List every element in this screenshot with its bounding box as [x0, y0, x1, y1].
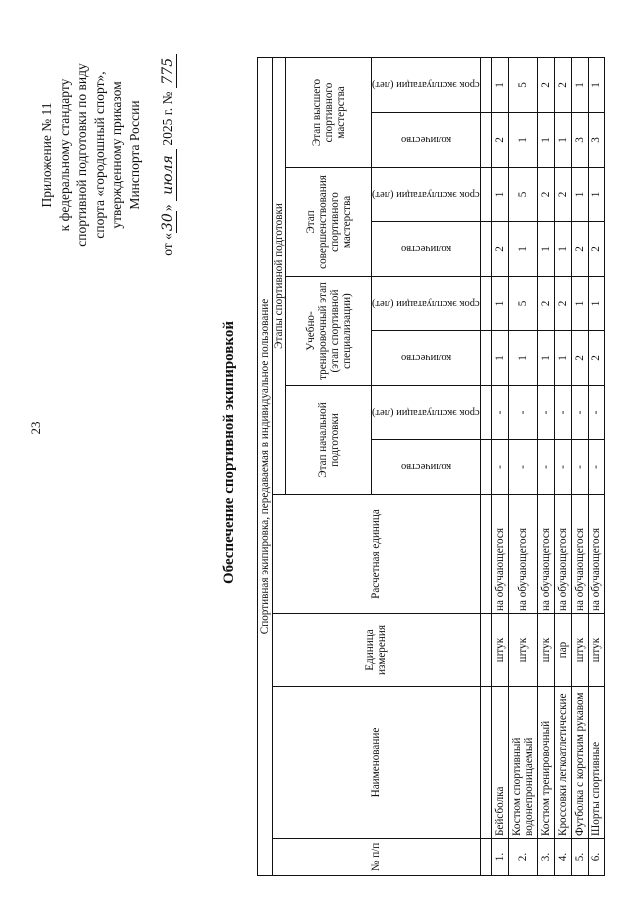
- col-index: [480, 168, 491, 222]
- row-value: 2: [537, 277, 554, 331]
- row-value: -: [588, 440, 604, 495]
- appendix-line: утвержденному приказом: [109, 81, 125, 229]
- appendix-line: к федеральному стандарту: [56, 78, 72, 232]
- appendix-block: [38, 25, 144, 285]
- row-value: -: [571, 440, 588, 495]
- stage-initial: Этап начальной подготовки: [286, 386, 372, 495]
- col-index: [480, 386, 491, 440]
- row-value: 2: [588, 331, 604, 386]
- col-index: [480, 839, 491, 876]
- row-number: 4.: [554, 839, 571, 876]
- table-body: [491, 57, 604, 875]
- row-value: 2: [491, 222, 508, 277]
- row-unit: пар: [554, 614, 571, 687]
- table-row: [571, 57, 588, 875]
- row-value: 1: [508, 113, 537, 168]
- row-value: 2: [554, 57, 571, 112]
- row-value: 3: [571, 113, 588, 168]
- row-value: 2: [571, 331, 588, 386]
- row-unit: штук: [537, 614, 554, 687]
- row-value: 1: [537, 222, 554, 277]
- row-number: 6.: [588, 839, 604, 876]
- row-value: 1: [588, 277, 604, 331]
- table-row: [508, 57, 537, 875]
- col-index: [480, 277, 491, 331]
- row-value: 2: [554, 168, 571, 222]
- row-value: 1: [491, 168, 508, 222]
- row-unit: штук: [491, 614, 508, 687]
- appendix-line: Минспорта России: [126, 100, 142, 210]
- row-value: -: [554, 386, 571, 440]
- col-index: [480, 331, 491, 386]
- row-calc: на обучающегося: [491, 495, 508, 614]
- col-index: [480, 57, 491, 112]
- row-value: 5: [508, 168, 537, 222]
- row-name: Шорты спортивные: [588, 687, 604, 839]
- row-number: 2.: [508, 839, 537, 876]
- page-number: 23: [28, 421, 43, 435]
- row-value: -: [588, 386, 604, 440]
- row-number: 3.: [537, 839, 554, 876]
- row-value: 2: [588, 222, 604, 277]
- row-value: 1: [554, 222, 571, 277]
- row-value: 1: [571, 57, 588, 112]
- order-month: июля: [160, 149, 177, 201]
- row-value: 3: [588, 113, 604, 168]
- row-unit: штук: [508, 614, 537, 687]
- row-value: -: [508, 440, 537, 495]
- stages-header: Этапы спортивной подготовки: [273, 57, 286, 494]
- row-calc: на обучающегося: [571, 495, 588, 614]
- table-row: [537, 57, 554, 875]
- stage-training: Учебно-тренировочный этап (этап спортивной специализации): [286, 277, 372, 386]
- appendix-line: Приложение № 11: [39, 102, 54, 208]
- row-name: Бейсболка: [491, 687, 508, 839]
- row-value: 1: [508, 222, 537, 277]
- row-value: 1: [491, 331, 508, 386]
- row-value: 1: [571, 168, 588, 222]
- row-value: 1: [537, 113, 554, 168]
- col-index: [480, 113, 491, 168]
- sub-qty: количество: [372, 331, 481, 386]
- row-value: 2: [571, 222, 588, 277]
- row-value: -: [571, 386, 588, 440]
- row-value: -: [491, 440, 508, 495]
- row-value: -: [554, 440, 571, 495]
- row-value: -: [508, 386, 537, 440]
- equipment-table: [257, 57, 605, 876]
- stage-improvement: Этап совершенствования спортивного мастерства: [286, 168, 372, 277]
- order-mid: »: [160, 204, 175, 212]
- row-value: 1: [491, 277, 508, 331]
- row-value: -: [491, 386, 508, 440]
- appendix-line: спорта «городошный спорт»,: [91, 71, 107, 239]
- sub-qty: количество: [372, 222, 481, 277]
- order-prefix: от «: [160, 233, 175, 256]
- row-value: 2: [554, 277, 571, 331]
- row-value: 1: [491, 57, 508, 112]
- row-value: 2: [537, 168, 554, 222]
- row-calc: на обучающегося: [588, 495, 604, 614]
- row-value: 1: [588, 168, 604, 222]
- row-name: Кроссовки легкоатлетические: [554, 687, 571, 839]
- row-name: Костюм тренировочный: [537, 687, 554, 839]
- col-index: [480, 495, 491, 614]
- col-name: Наименование: [273, 687, 481, 839]
- table-row: [554, 57, 571, 875]
- sub-term: срок эксплуатации (лет): [372, 57, 481, 112]
- row-value: 1: [537, 331, 554, 386]
- row-value: 1: [571, 277, 588, 331]
- table-row: [588, 57, 604, 875]
- sub-qty: количество: [372, 440, 481, 495]
- order-day: 30: [160, 211, 177, 233]
- row-value: 5: [508, 277, 537, 331]
- row-calc: на обучающегося: [508, 495, 537, 614]
- col-unit: Единица измерения: [273, 614, 481, 687]
- row-calc: на обучающегося: [537, 495, 554, 614]
- row-value: 2: [491, 113, 508, 168]
- col-number: № п/п: [273, 839, 481, 876]
- row-calc: на обучающегося: [554, 495, 571, 614]
- row-name: Костюм спортивный водонепроницаемый: [508, 687, 537, 839]
- page-title: Обеспечение спортивной экипировкой: [221, 321, 237, 585]
- row-value: 1: [508, 331, 537, 386]
- row-value: 5: [508, 57, 537, 112]
- row-name: Футболка с коротким рукавом: [571, 687, 588, 839]
- row-value: -: [537, 440, 554, 495]
- row-number: 1.: [491, 839, 508, 876]
- sub-term: срок эксплуатации (лет): [372, 168, 481, 222]
- sub-term: срок эксплуатации (лет): [372, 386, 481, 440]
- row-value: 2: [537, 57, 554, 112]
- row-number: 5.: [571, 839, 588, 876]
- order-line: [160, 25, 177, 285]
- row-value: 1: [554, 113, 571, 168]
- appendix-line: спортивной подготовки по виду: [74, 63, 90, 247]
- sub-term: срок эксплуатации (лет): [372, 277, 481, 331]
- col-index: [480, 687, 491, 839]
- order-no-label: №: [160, 91, 175, 105]
- col-index: [480, 614, 491, 687]
- row-unit: штук: [588, 614, 604, 687]
- order-year: 2025 г.: [160, 107, 175, 146]
- stage-highest: Этап высшего спортивного мастерства: [286, 57, 372, 167]
- col-index: [480, 222, 491, 277]
- col-calc: Расчетная единица: [273, 495, 481, 614]
- row-unit: штук: [571, 614, 588, 687]
- col-index: [480, 440, 491, 495]
- table-row: [491, 57, 508, 875]
- row-value: 1: [588, 57, 604, 112]
- header-top: Спортивная экипировка, передаваемая в индивидуальное пользование: [258, 57, 273, 875]
- order-number: 775: [160, 54, 177, 88]
- row-value: 1: [554, 331, 571, 386]
- row-value: -: [537, 386, 554, 440]
- sub-qty: количество: [372, 113, 481, 168]
